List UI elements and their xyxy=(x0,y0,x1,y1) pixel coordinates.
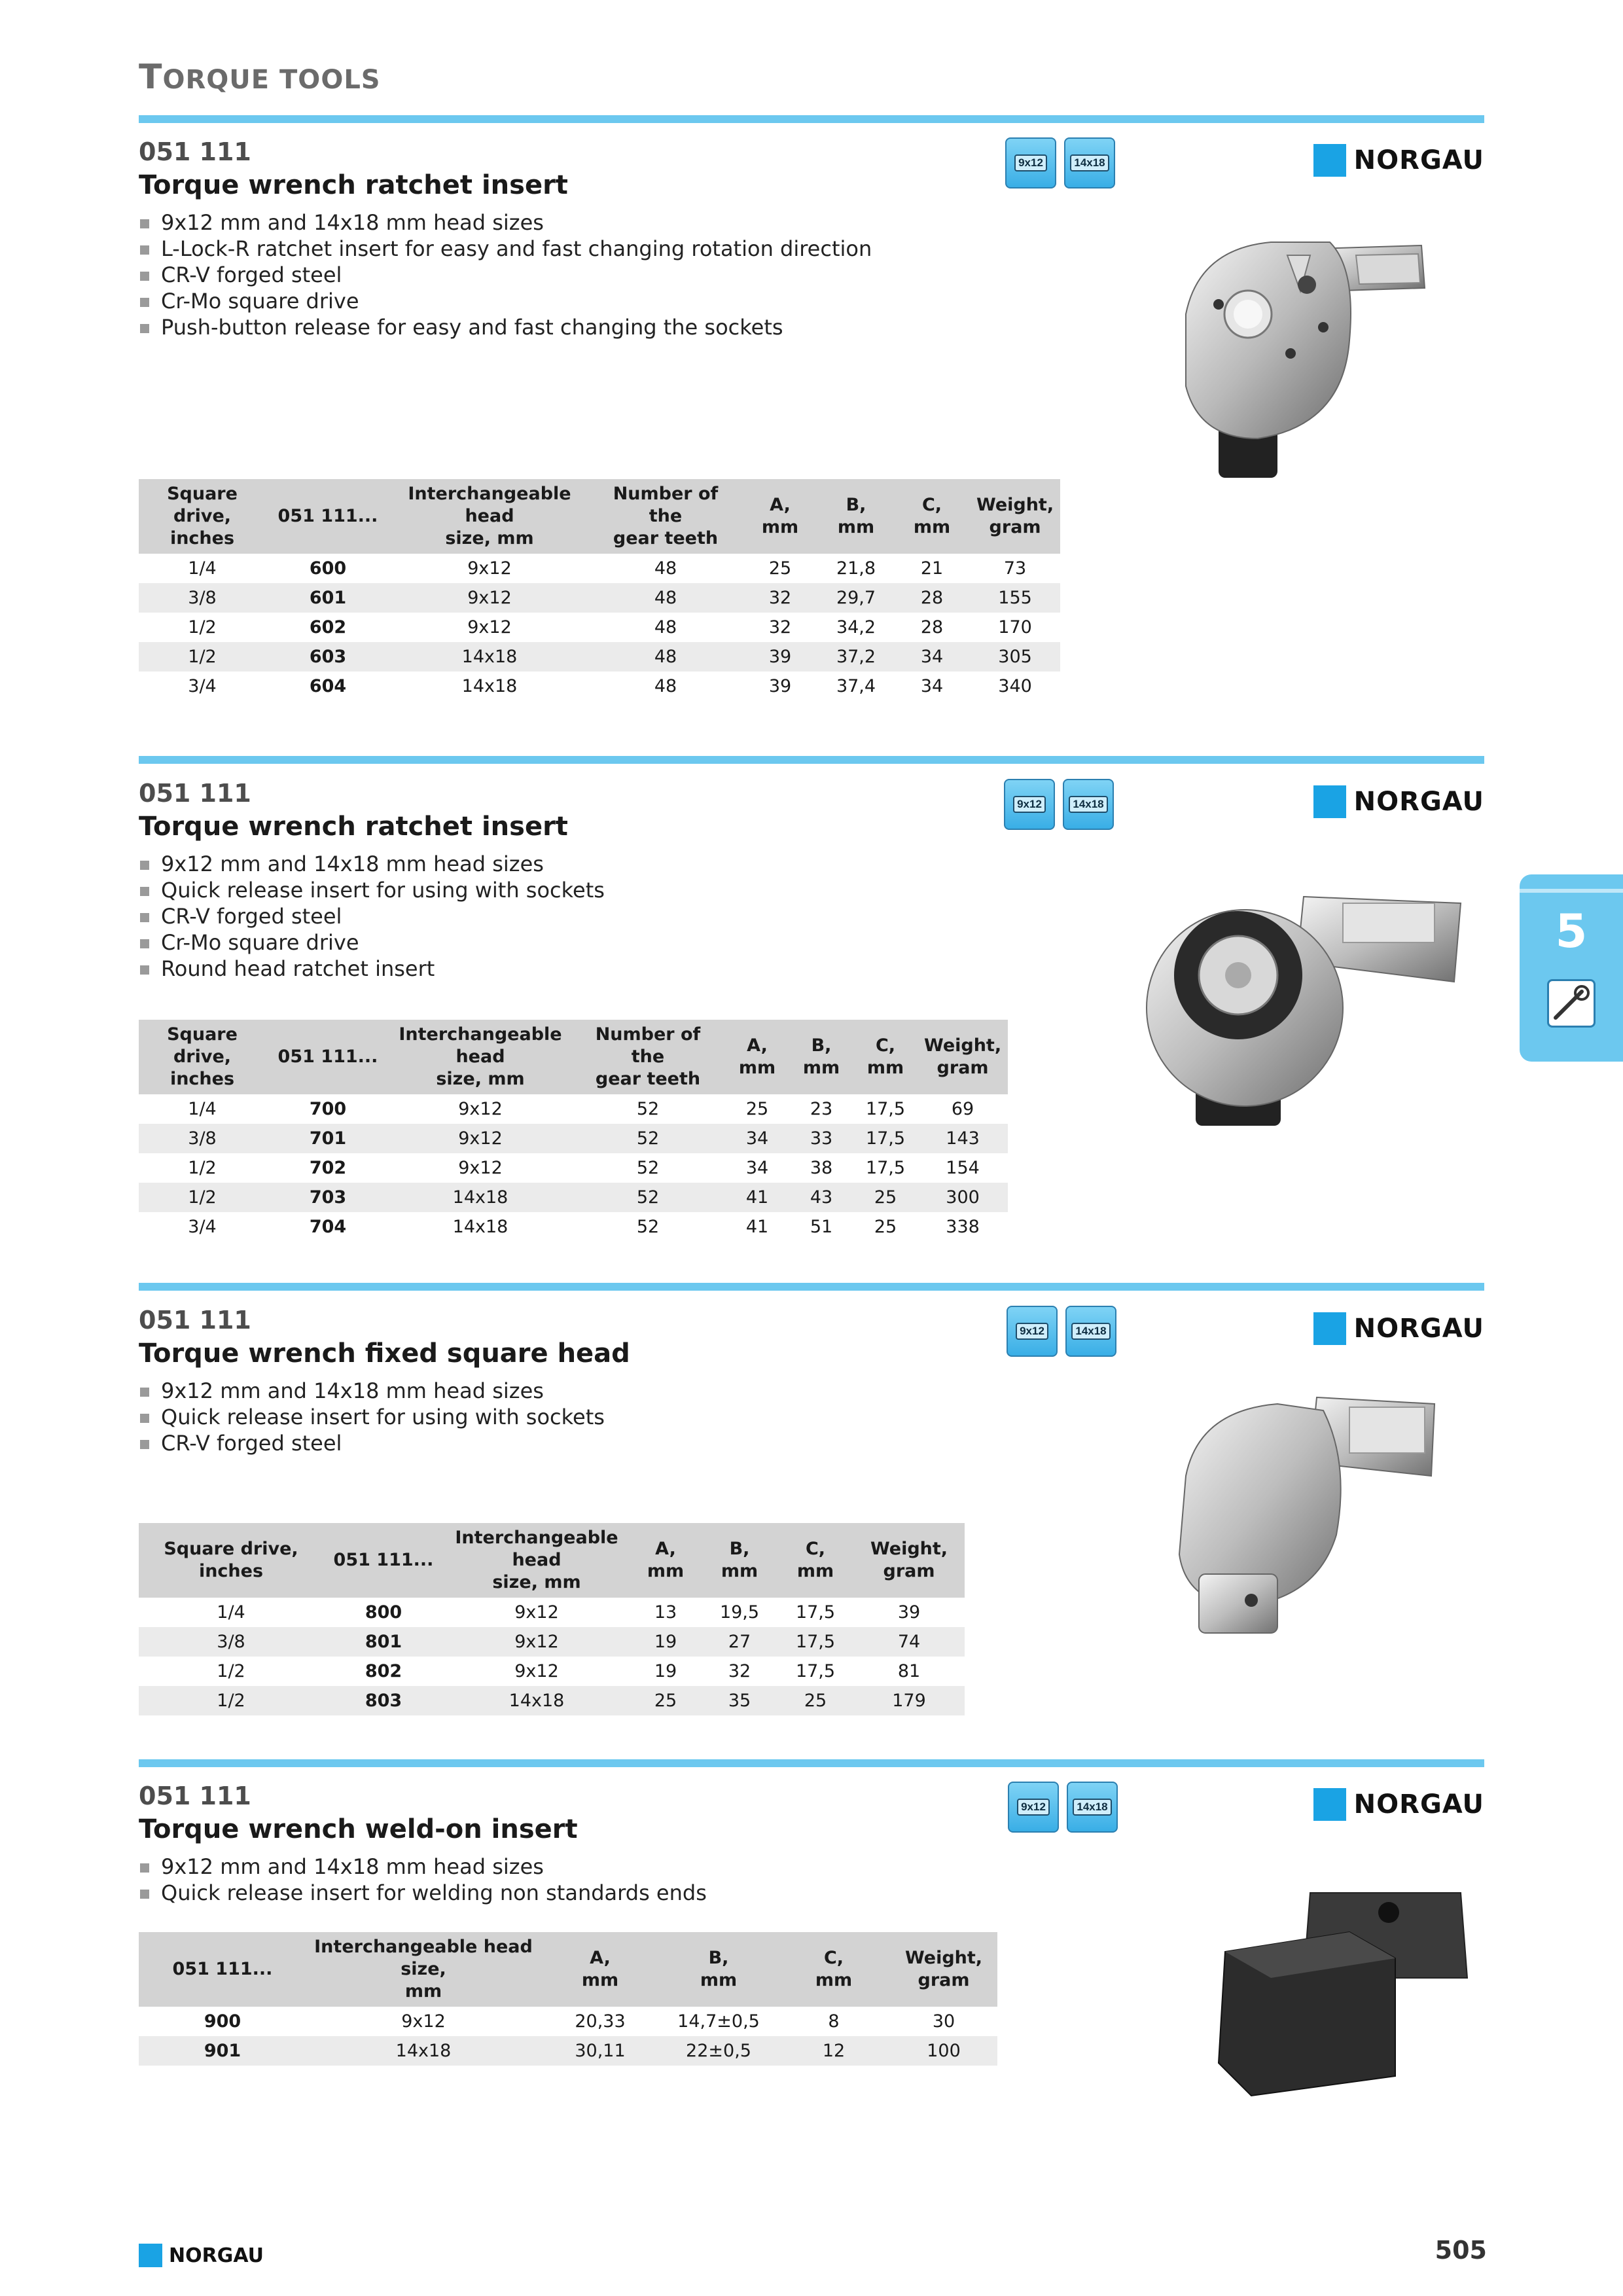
table-cell: 48 xyxy=(654,617,677,637)
table-cell: 154 xyxy=(946,1158,980,1178)
brand-square-icon xyxy=(1313,1312,1346,1345)
table-cell: 34,2 xyxy=(836,617,876,637)
table-cell: 22±0,5 xyxy=(660,2036,777,2066)
table-cell: 74 xyxy=(853,1627,965,1657)
table-row xyxy=(139,613,1060,642)
section-ratchet-insert-round xyxy=(139,779,1484,1237)
head-size-badges xyxy=(1004,779,1114,830)
table-cell: 81 xyxy=(897,1661,921,1681)
spec-table xyxy=(139,1932,997,2066)
table-cell: 704 xyxy=(309,1217,347,1237)
feature-list xyxy=(139,851,605,982)
table-row xyxy=(139,1124,1008,1153)
table-cell: 602 xyxy=(309,617,347,637)
brand-square-icon xyxy=(1313,785,1346,818)
table-cell: 32 xyxy=(768,617,792,637)
table-header-row xyxy=(139,1523,965,1598)
table-cell: 34 xyxy=(920,676,944,696)
table-cell: 1/2 xyxy=(139,1183,266,1212)
table-cell: 25 xyxy=(745,1099,769,1119)
table-cell: 19 xyxy=(654,1661,677,1681)
table-row xyxy=(139,2007,997,2036)
table-cell: 30,11 xyxy=(541,2036,660,2066)
table-cell: 37,4 xyxy=(836,676,876,696)
table-cell: 32 xyxy=(728,1661,751,1681)
table-cell: 14,7±0,5 xyxy=(677,2011,760,2032)
fixed-square-head-photo xyxy=(1160,1384,1448,1646)
section-rule xyxy=(139,1759,1484,1767)
feature-list xyxy=(139,1378,605,1456)
table-row xyxy=(139,672,1060,701)
table-cell: 21 xyxy=(920,558,944,579)
table-cell: 9x12 xyxy=(514,1602,559,1623)
table-cell: 1/2 xyxy=(188,617,217,637)
table-cell: 19,5 xyxy=(719,1602,760,1623)
feature-item: CR-V forged steel xyxy=(139,262,872,288)
table-cell: 603 xyxy=(266,642,390,672)
section-fixed-square-head xyxy=(139,1306,1484,1725)
table-cell: 34 xyxy=(894,642,970,672)
table-cell: 23 xyxy=(810,1099,833,1119)
table-cell: 33 xyxy=(789,1124,853,1153)
column-header: Number of the gear teeth xyxy=(571,1020,725,1094)
column-header: Weight, gram xyxy=(890,1932,997,2007)
column-header: A, mm xyxy=(630,1523,702,1598)
spec-table xyxy=(139,1523,965,1715)
table-cell: 17,5 xyxy=(853,1124,918,1153)
chapter-tab[interactable] xyxy=(1520,874,1623,1062)
feature-item: Quick release insert for welding non standards ends xyxy=(139,1880,707,1906)
head-size-9x12-icon: 9x12 xyxy=(1004,779,1055,830)
table-cell: 48 xyxy=(589,583,742,613)
ratchet-insert-photo xyxy=(1160,209,1435,497)
table-cell: 802 xyxy=(365,1661,402,1681)
head-size-9x12-icon: 9x12 xyxy=(1005,137,1056,188)
footer-brand-logo: NORGAU xyxy=(139,2244,264,2267)
feature-item: Cr-Mo square drive xyxy=(139,288,872,314)
table-cell: 155 xyxy=(970,583,1060,613)
table-cell: 338 xyxy=(946,1217,980,1237)
article-code: 051 111 xyxy=(139,1306,251,1335)
page-title-rest: ORQUE TOOLS xyxy=(162,65,381,95)
table-cell: 9x12 xyxy=(467,558,512,579)
table-cell: 1/2 xyxy=(139,642,266,672)
article-code: 051 111 xyxy=(139,779,251,808)
table-cell: 39 xyxy=(897,1602,921,1623)
column-header: 051 111... xyxy=(266,479,390,554)
table-row xyxy=(139,583,1060,613)
brand-square-icon xyxy=(1313,1788,1346,1821)
table-cell: 21,8 xyxy=(836,558,876,579)
table-cell: 13 xyxy=(654,1602,677,1623)
table-cell: 9x12 xyxy=(401,2011,446,2032)
head-size-14x18-icon: 14x18 xyxy=(1065,1306,1116,1357)
table-cell: 143 xyxy=(918,1124,1008,1153)
feature-item: 9x12 mm and 14x18 mm head sizes xyxy=(139,1378,605,1404)
table-cell: 305 xyxy=(970,642,1060,672)
section-ratchet-insert-lock xyxy=(139,137,1484,700)
table-cell: 800 xyxy=(365,1602,402,1623)
table-cell: 9x12 xyxy=(514,1661,559,1681)
head-size-badges xyxy=(1005,137,1115,188)
column-header: A, mm xyxy=(541,1932,660,2007)
table-row xyxy=(139,1598,965,1627)
feature-item: Quick release insert for using with sockets xyxy=(139,877,605,903)
column-header: Weight, gram xyxy=(853,1523,965,1598)
table-cell: 100 xyxy=(890,2036,997,2066)
table-cell: 803 xyxy=(323,1686,444,1715)
table-cell: 900 xyxy=(204,2011,241,2032)
table-row xyxy=(139,1094,1008,1124)
head-size-9x12-icon: 9x12 xyxy=(1008,1782,1059,1833)
column-header: Interchangeable head size, mm xyxy=(390,479,589,554)
table-cell: 32 xyxy=(742,583,818,613)
table-cell: 9x12 xyxy=(390,1124,571,1153)
table-cell: 12 xyxy=(777,2036,890,2066)
section-title: Torque wrench fixed square head xyxy=(139,1338,630,1369)
head-size-badges xyxy=(1007,1306,1116,1357)
table-cell: 29,7 xyxy=(818,583,894,613)
table-cell: 601 xyxy=(266,583,390,613)
table-cell: 14x18 xyxy=(390,642,589,672)
table-cell: 43 xyxy=(789,1183,853,1212)
table-row xyxy=(139,1627,965,1657)
column-header: Interchangeable head size, mm xyxy=(306,1932,541,2007)
table-cell: 52 xyxy=(571,1183,725,1212)
table-cell: 37,2 xyxy=(818,642,894,672)
feature-item: 9x12 mm and 14x18 mm head sizes xyxy=(139,209,872,236)
table-cell: 28 xyxy=(894,583,970,613)
brand-logo: NORGAU xyxy=(1313,1312,1484,1345)
section-weld-on-insert xyxy=(139,1782,1484,2122)
round-ratchet-insert-photo xyxy=(1133,877,1474,1152)
feature-item: CR-V forged steel xyxy=(139,1430,605,1456)
feature-item: 9x12 mm and 14x18 mm head sizes xyxy=(139,851,605,877)
table-cell: 30 xyxy=(932,2011,955,2032)
table-cell: 3/4 xyxy=(188,1217,217,1237)
table-cell: 1/2 xyxy=(188,1158,217,1178)
table-row xyxy=(139,1212,1008,1242)
weld-on-insert-photo xyxy=(1199,1880,1474,2102)
column-header: Weight, gram xyxy=(918,1020,1008,1094)
table-cell: 600 xyxy=(309,558,347,579)
table-cell: 39 xyxy=(768,676,792,696)
column-header: C, mm xyxy=(853,1020,918,1094)
table-cell: 69 xyxy=(951,1099,974,1119)
table-cell: 39 xyxy=(742,642,818,672)
section-title: Torque wrench ratchet insert xyxy=(139,170,568,200)
table-cell: 901 xyxy=(139,2036,306,2066)
table-cell: 17,5 xyxy=(865,1099,906,1119)
column-header: C, mm xyxy=(777,1932,890,2007)
table-cell: 28 xyxy=(920,617,944,637)
table-cell: 25 xyxy=(768,558,792,579)
table-cell: 703 xyxy=(266,1183,390,1212)
table-cell: 14x18 xyxy=(461,676,518,696)
table-cell: 9x12 xyxy=(390,583,589,613)
table-cell: 1/4 xyxy=(217,1602,245,1623)
table-cell: 1/4 xyxy=(188,558,217,579)
column-header: 051 111... xyxy=(323,1523,444,1598)
column-header: B, mm xyxy=(789,1020,853,1094)
table-cell: 340 xyxy=(998,676,1032,696)
feature-item: Quick release insert for using with sockets xyxy=(139,1404,605,1430)
column-header: B, mm xyxy=(702,1523,777,1598)
head-size-14x18-icon: 14x18 xyxy=(1063,779,1114,830)
table-cell: 52 xyxy=(636,1099,660,1119)
section-title: Torque wrench weld-on insert xyxy=(139,1814,578,1844)
table-cell: 701 xyxy=(266,1124,390,1153)
article-code: 051 111 xyxy=(139,137,251,166)
table-cell: 27 xyxy=(702,1627,777,1657)
column-header: B, mm xyxy=(818,479,894,554)
table-header-row xyxy=(139,1020,1008,1094)
section-rule xyxy=(139,756,1484,764)
table-cell: 3/8 xyxy=(139,1124,266,1153)
table-cell: 801 xyxy=(323,1627,444,1657)
table-cell: 17,5 xyxy=(777,1627,853,1657)
feature-item: Round head ratchet insert xyxy=(139,956,605,982)
column-header: Interchangeable head size, mm xyxy=(444,1523,630,1598)
brand-logo: NORGAU xyxy=(1313,1788,1484,1821)
torque-wrench-icon xyxy=(1547,979,1596,1028)
table-cell: 9x12 xyxy=(444,1627,630,1657)
table-row xyxy=(139,642,1060,672)
feature-item: Cr-Mo square drive xyxy=(139,929,605,956)
column-header: Number of the gear teeth xyxy=(589,479,742,554)
table-cell: 14x18 xyxy=(444,1686,630,1715)
head-size-9x12-icon: 9x12 xyxy=(1007,1306,1058,1357)
section-title: Torque wrench ratchet insert xyxy=(139,812,568,842)
table-cell: 1/4 xyxy=(188,1099,217,1119)
table-cell: 73 xyxy=(1003,558,1027,579)
feature-item: L-Lock-R ratchet insert for easy and fast changing rotation direction xyxy=(139,236,872,262)
column-header: A, mm xyxy=(742,479,818,554)
table-cell: 52 xyxy=(571,1124,725,1153)
table-cell: 41 xyxy=(725,1183,789,1212)
column-header: Square drive, inches xyxy=(139,479,266,554)
feature-list xyxy=(139,209,872,340)
table-cell: 52 xyxy=(636,1158,660,1178)
column-header: A, mm xyxy=(725,1020,789,1094)
table-cell: 3/8 xyxy=(139,1627,323,1657)
table-cell: 604 xyxy=(309,676,347,696)
table-row xyxy=(139,1657,965,1686)
table-cell: 25 xyxy=(853,1183,918,1212)
table-cell: 17,5 xyxy=(865,1158,906,1178)
table-row xyxy=(139,1183,1008,1212)
table-cell: 19 xyxy=(630,1627,702,1657)
table-cell: 51 xyxy=(810,1217,833,1237)
table-cell: 34 xyxy=(725,1124,789,1153)
table-cell: 179 xyxy=(853,1686,965,1715)
page-number: 505 xyxy=(1435,2236,1487,2265)
column-header: Square drive, inches xyxy=(139,1020,266,1094)
table-cell: 9x12 xyxy=(458,1099,503,1119)
table-cell: 3/4 xyxy=(188,676,217,696)
column-header: 051 111... xyxy=(266,1020,390,1094)
table-cell: 700 xyxy=(309,1099,347,1119)
table-cell: 52 xyxy=(636,1217,660,1237)
table-header-row xyxy=(139,479,1060,554)
table-cell: 25 xyxy=(874,1217,897,1237)
table-cell: 34 xyxy=(745,1158,769,1178)
table-cell: 170 xyxy=(998,617,1032,637)
feature-list xyxy=(139,1854,707,1906)
table-cell: 300 xyxy=(918,1183,1008,1212)
head-size-badges xyxy=(1008,1782,1118,1833)
table-cell: 1/2 xyxy=(139,1686,323,1715)
table-row xyxy=(139,1686,965,1715)
table-cell: 702 xyxy=(309,1158,347,1178)
table-cell: 48 xyxy=(589,642,742,672)
table-cell: 35 xyxy=(702,1686,777,1715)
column-header: C, mm xyxy=(777,1523,853,1598)
page-title xyxy=(139,58,381,97)
column-header: B, mm xyxy=(660,1932,777,2007)
column-header: Interchangeable head size, mm xyxy=(390,1020,571,1094)
brand-logo: NORGAU xyxy=(1313,144,1484,177)
table-row xyxy=(139,1153,1008,1183)
table-cell: 14x18 xyxy=(306,2036,541,2066)
head-size-14x18-icon: 14x18 xyxy=(1064,137,1115,188)
table-cell: 14x18 xyxy=(452,1217,508,1237)
brand-square-icon xyxy=(139,2244,162,2267)
feature-item: Push-button release for easy and fast changing the sockets xyxy=(139,314,872,340)
table-row xyxy=(139,2036,997,2066)
chapter-tab-stripe xyxy=(1520,889,1623,893)
article-code: 051 111 xyxy=(139,1782,251,1810)
table-cell: 20,33 xyxy=(575,2011,626,2032)
column-header: C, mm xyxy=(894,479,970,554)
table-cell: 48 xyxy=(654,558,677,579)
brand-logo: NORGAU xyxy=(1313,785,1484,818)
table-row xyxy=(139,554,1060,583)
section-rule xyxy=(139,1283,1484,1291)
table-cell: 14x18 xyxy=(390,1183,571,1212)
table-cell: 9x12 xyxy=(467,617,512,637)
table-cell: 17,5 xyxy=(795,1602,836,1623)
head-size-14x18-icon: 14x18 xyxy=(1067,1782,1118,1833)
table-cell: 48 xyxy=(654,676,677,696)
table-cell: 3/8 xyxy=(139,583,266,613)
brand-square-icon xyxy=(1313,144,1346,177)
table-cell: 25 xyxy=(630,1686,702,1715)
feature-item: 9x12 mm and 14x18 mm head sizes xyxy=(139,1854,707,1880)
table-header-row xyxy=(139,1932,997,2007)
column-header: Weight, gram xyxy=(970,479,1060,554)
column-header: Square drive, inches xyxy=(139,1523,323,1598)
column-header: 051 111... xyxy=(139,1932,306,2007)
feature-item: CR-V forged steel xyxy=(139,903,605,929)
page-title-initial: T xyxy=(139,58,163,97)
table-cell: 8 xyxy=(828,2011,840,2032)
table-cell: 41 xyxy=(745,1217,769,1237)
table-cell: 25 xyxy=(777,1686,853,1715)
table-cell: 17,5 xyxy=(795,1661,836,1681)
table-cell: 9x12 xyxy=(458,1158,503,1178)
header-rule xyxy=(139,115,1484,123)
spec-table xyxy=(139,1020,1008,1242)
table-cell: 38 xyxy=(810,1158,833,1178)
table-cell: 1/2 xyxy=(217,1661,245,1681)
chapter-number: 5 xyxy=(1555,905,1588,958)
spec-table xyxy=(139,479,1060,701)
